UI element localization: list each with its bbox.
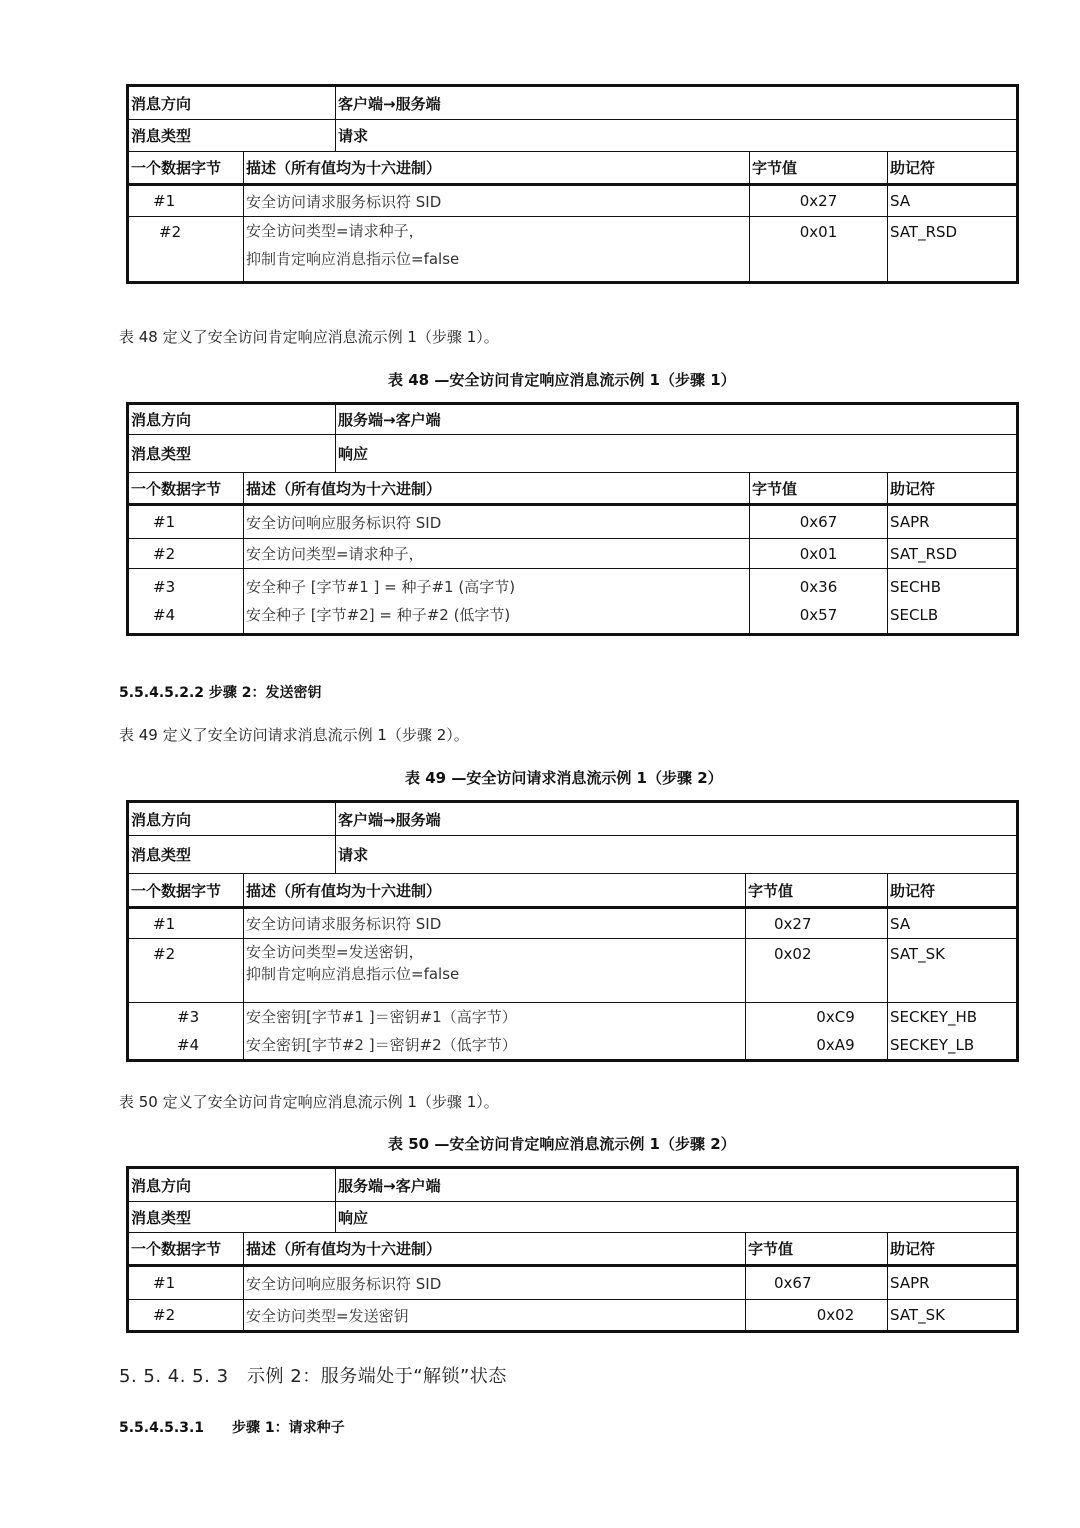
byte-index: #2 [128, 1300, 244, 1332]
table-row [128, 1266, 1018, 1300]
table-row [128, 939, 1018, 1003]
table-49 [126, 800, 1019, 1062]
byte-value: 0x01 [750, 539, 888, 569]
byte-desc: 安全访问类型=请求种子， 抑制肯定响应消息指示位=false [244, 217, 750, 283]
byte-desc: 安全访问类型=请求种子， [244, 539, 750, 569]
col-header-desc: 描述（所有值均为十六进制） [244, 1233, 746, 1266]
byte-index: #3 #4 [128, 569, 244, 635]
table-47 [126, 84, 1019, 284]
col-header-value: 字节值 [750, 152, 888, 185]
direction-value: 客户端→服务端 [336, 802, 1018, 836]
mnemonic: SAPR [888, 505, 1018, 539]
col-header-byte: 一个数据字节 [128, 152, 244, 185]
mnemonic: SAT_SK [888, 939, 1018, 1003]
mnemonic: SAT_RSD [888, 539, 1018, 569]
byte-desc: 安全访问类型=发送密钥 [244, 1300, 746, 1332]
table-50 [126, 1166, 1019, 1333]
type-label: 消息类型 [128, 435, 336, 473]
col-header-desc: 描述（所有值均为十六进制） [244, 874, 746, 908]
direction-label: 消息方向 [128, 404, 336, 435]
direction-value: 服务端→客户端 [336, 404, 1018, 435]
byte-value: 0x36 0x57 [750, 569, 888, 635]
byte-value: 0x02 [746, 1300, 888, 1332]
byte-desc: 安全访问响应服务标识符 SID [244, 1266, 746, 1300]
byte-desc: 安全种子 [字节#1 ] = 种子#1 (高字节) 安全种子 [字节#2] = 种子#2 (低字节) [244, 569, 750, 635]
mnemonic: SAT_SK [888, 1300, 1018, 1332]
table-48 [126, 402, 1019, 636]
col-header-value: 字节值 [750, 473, 888, 505]
paragraph-table49-intro: 表 49 定义了安全访问请求消息流示例 1（步骤 2）。 [119, 726, 469, 744]
direction-label: 消息方向 [128, 1168, 336, 1202]
table-row [128, 569, 1018, 635]
col-header-byte: 一个数据字节 [128, 874, 244, 908]
col-header-mnemonic: 助记符 [888, 874, 1018, 908]
direction-label: 消息方向 [128, 86, 336, 120]
direction-label: 消息方向 [128, 802, 336, 836]
byte-value: 0x27 [746, 908, 888, 939]
byte-desc: 安全密钥[字节#1 ]＝密钥#1（高字节） 安全密钥[字节#2 ]＝密钥#2（低字节） [244, 1003, 746, 1061]
byte-desc: 安全访问请求服务标识符 SID [244, 908, 746, 939]
byte-index: #1 [128, 1266, 244, 1300]
caption-table49: 表 49 —安全访问请求消息流示例 1（步骤 2） [405, 769, 723, 787]
col-header-value: 字节值 [746, 874, 888, 908]
type-value: 请求 [336, 836, 1018, 874]
section-heading-5-5-4-5-3-1: 5.5.4.5.3.1 步骤 1：请求种子 [119, 1420, 345, 1436]
table-row [128, 1300, 1018, 1332]
table-row [128, 505, 1018, 539]
byte-index: #2 [128, 217, 244, 283]
col-header-byte: 一个数据字节 [128, 1233, 244, 1266]
byte-value: 0x01 [750, 217, 888, 283]
col-header-value: 字节值 [746, 1233, 888, 1266]
direction-value: 客户端→服务端 [336, 86, 1018, 120]
table-row [128, 217, 1018, 283]
byte-value: 0x27 [750, 185, 888, 217]
mnemonic: SECHB SECLB [888, 569, 1018, 635]
byte-index: #1 [128, 505, 244, 539]
byte-value: 0x67 [750, 505, 888, 539]
byte-value: 0x67 [746, 1266, 888, 1300]
table-row [128, 908, 1018, 939]
col-header-byte: 一个数据字节 [128, 473, 244, 505]
direction-value: 服务端→客户端 [336, 1168, 1018, 1202]
byte-value: 0xC9 0xA9 [746, 1003, 888, 1061]
mnemonic: SAT_RSD [888, 217, 1018, 283]
table-row [128, 539, 1018, 569]
byte-index: #1 [128, 908, 244, 939]
type-label: 消息类型 [128, 120, 336, 152]
caption-table50: 表 50 —安全访问肯定响应消息流示例 1（步骤 2） [388, 1135, 736, 1153]
byte-index: #2 [128, 939, 244, 1003]
type-value: 响应 [336, 1202, 1018, 1233]
table-row [128, 185, 1018, 217]
col-header-mnemonic: 助记符 [888, 152, 1018, 185]
byte-index: #1 [128, 185, 244, 217]
caption-table48: 表 48 —安全访问肯定响应消息流示例 1（步骤 1） [388, 371, 736, 389]
byte-desc: 安全访问响应服务标识符 SID [244, 505, 750, 539]
paragraph-table48-intro: 表 48 定义了安全访问肯定响应消息流示例 1（步骤 1）。 [119, 328, 499, 346]
byte-desc: 安全访问请求服务标识符 SID [244, 185, 750, 217]
type-label: 消息类型 [128, 1202, 336, 1233]
byte-desc: 安全访问类型=发送密钥， 抑制肯定响应消息指示位=false [244, 939, 746, 1003]
type-value: 请求 [336, 120, 1018, 152]
mnemonic: SECKEY_HB SECKEY_LB [888, 1003, 1018, 1061]
type-label: 消息类型 [128, 836, 336, 874]
col-header-desc: 描述（所有值均为十六进制） [244, 152, 750, 185]
col-header-mnemonic: 助记符 [888, 1233, 1018, 1266]
paragraph-table50-intro: 表 50 定义了安全访问肯定响应消息流示例 1（步骤 1）。 [119, 1093, 499, 1111]
byte-value: 0x02 [746, 939, 888, 1003]
col-header-mnemonic: 助记符 [888, 473, 1018, 505]
table-row [128, 1003, 1018, 1061]
mnemonic: SA [888, 908, 1018, 939]
byte-index: #3 #4 [128, 1003, 244, 1061]
byte-index: #2 [128, 539, 244, 569]
mnemonic: SA [888, 185, 1018, 217]
section-heading-5-5-4-5-3: 5. 5. 4. 5. 3 示例 2：服务端处于“解锁”状态 [119, 1366, 507, 1387]
type-value: 响应 [336, 435, 1018, 473]
col-header-desc: 描述（所有值均为十六进制） [244, 473, 750, 505]
mnemonic: SAPR [888, 1266, 1018, 1300]
section-heading-5-5-4-5-2-2: 5.5.4.5.2.2 步骤 2：发送密钥 [119, 685, 322, 701]
